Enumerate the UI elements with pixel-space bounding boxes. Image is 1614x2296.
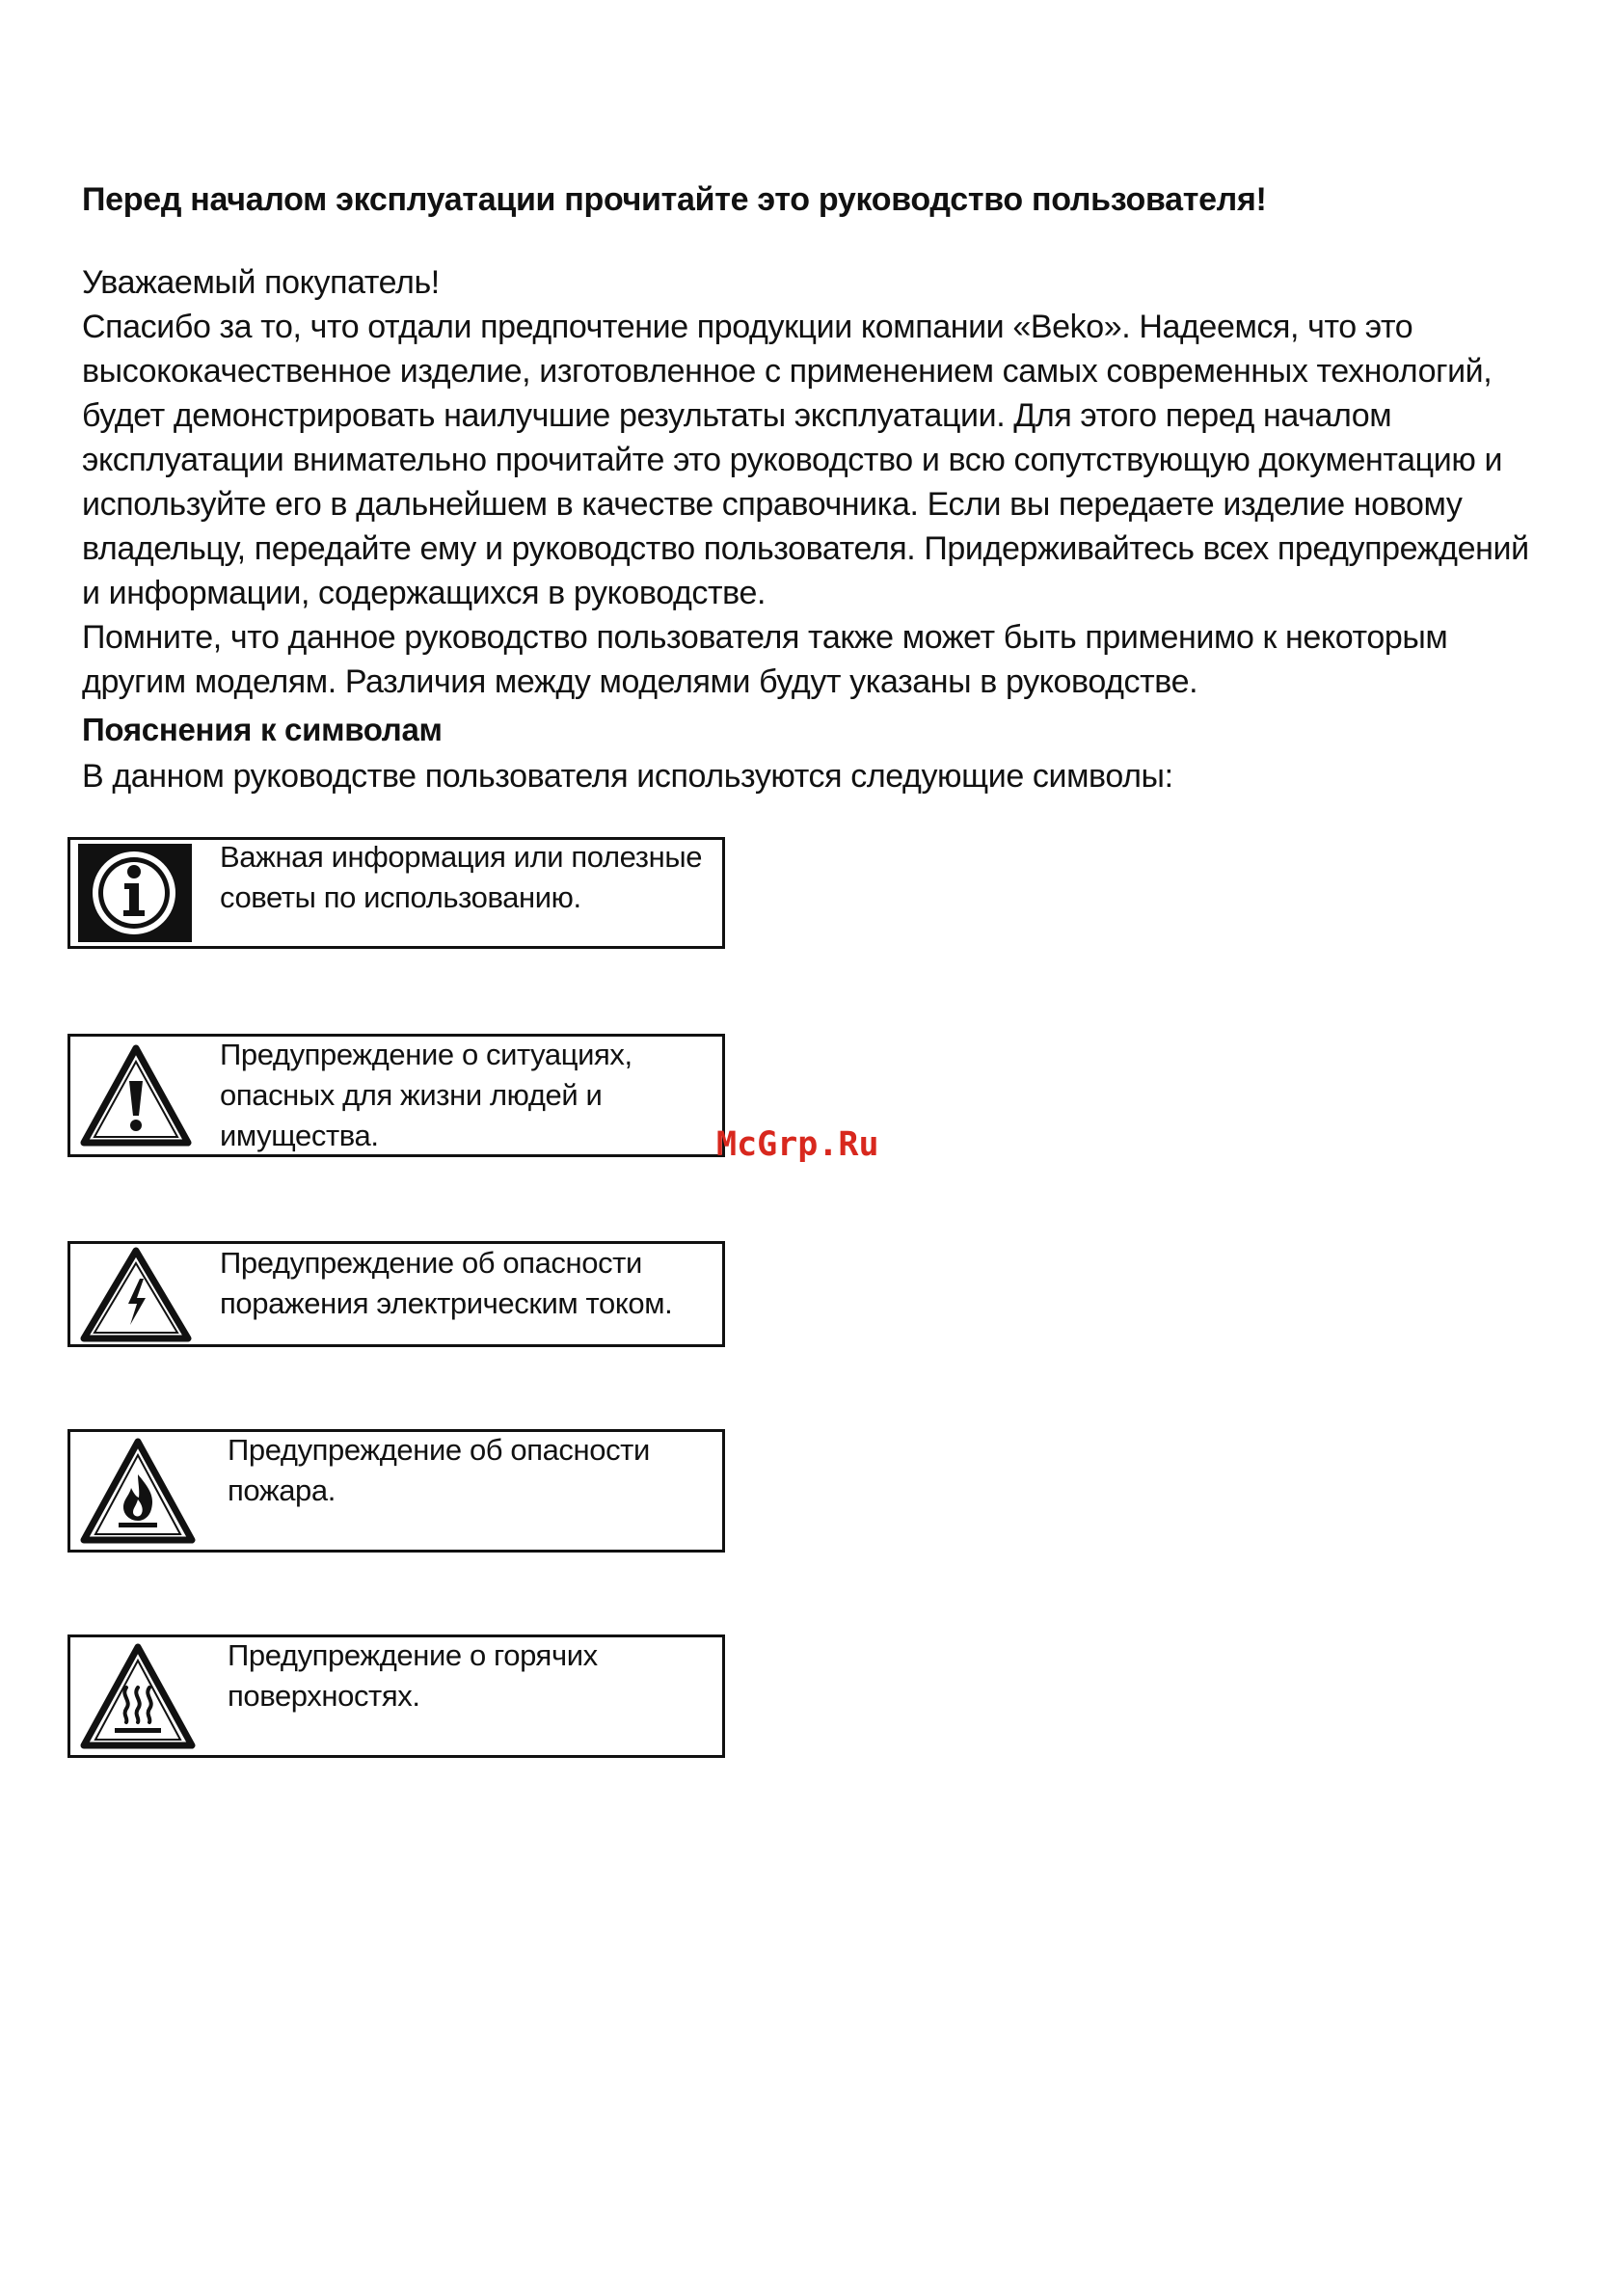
greeting-line: Уважаемый покупатель! [82, 264, 440, 301]
symbol-description [228, 1635, 598, 1716]
symbol-text-line: Предупреждение о ситуациях, [220, 1038, 632, 1071]
paragraph-line: высококачественное изделие, изготовленное с применением самых современных технологий, [82, 353, 1493, 390]
paragraph-line: другим моделям. Различия между моделями будут указаны в руководстве. [82, 663, 1198, 700]
paragraph-line: Помните, что данное руководство пользователя также может быть применимо к некоторым [82, 619, 1448, 656]
symbol-text-line: Предупреждение об опасности [228, 1433, 650, 1467]
symbol-text-line: имущества. [220, 1119, 379, 1152]
symbol-box-info [67, 837, 725, 949]
watermark: McGrp.Ru [716, 1125, 879, 1164]
symbol-box-electric-shock [67, 1241, 725, 1347]
models-note-paragraph [82, 615, 1557, 704]
symbol-box-hot-surface [67, 1634, 725, 1758]
symbols-heading: Пояснения к символам [82, 712, 443, 747]
symbol-text-line: пожара. [228, 1473, 336, 1507]
symbol-description [220, 1035, 632, 1156]
symbol-description [220, 837, 702, 918]
symbol-box-fire [67, 1429, 725, 1553]
symbol-text-line: Предупреждение об опасности [220, 1246, 642, 1280]
paragraph-line: используйте его в дальнейшем в качестве справочника. Если вы передаете изделие новому [82, 486, 1463, 523]
symbol-description [228, 1430, 650, 1511]
fire-warning-icon [78, 1436, 198, 1553]
exclamation-warning-icon [78, 1042, 194, 1155]
paragraph-line: и информации, содержащихся в руководстве. [82, 575, 767, 611]
symbol-text-line: Важная информация или полезные [220, 840, 703, 874]
paragraph-line: эксплуатации внимательно прочитайте это руководство и всю сопутствующую документацию и [82, 442, 1503, 478]
symbol-description [220, 1243, 672, 1324]
hot-surface-warning-icon [78, 1641, 198, 1758]
symbol-text-line: советы по использованию. [220, 880, 581, 914]
greeting [82, 260, 1557, 305]
symbols-intro: В данном руководстве пользователя используются следующие символы: [82, 758, 1173, 795]
info-icon [78, 844, 192, 947]
symbol-text-line: Предупреждение о горячих [228, 1638, 598, 1672]
electric-shock-warning-icon [78, 1246, 194, 1349]
paragraph-line: владельцу, передайте ему и руководство пользователя. Придерживайтесь всех предупреждений [82, 530, 1529, 567]
paragraph-line: Спасибо за то, что отдали предпочтение продукции компании «Beko». Надеемся, что это [82, 309, 1413, 345]
symbol-text-line: поражения электрическим током. [220, 1286, 673, 1320]
symbol-text-line: поверхностях. [228, 1679, 420, 1713]
symbol-text-line: опасных для жизни людей и [220, 1078, 603, 1112]
paragraph-line: будет демонстрировать наилучшие результаты эксплуатации. Для этого перед началом [82, 397, 1392, 434]
intro-paragraph [82, 305, 1557, 615]
symbol-box-general-warning [67, 1034, 725, 1157]
page-heading: Перед началом эксплуатации прочитайте это руководство пользователя! [82, 181, 1267, 218]
